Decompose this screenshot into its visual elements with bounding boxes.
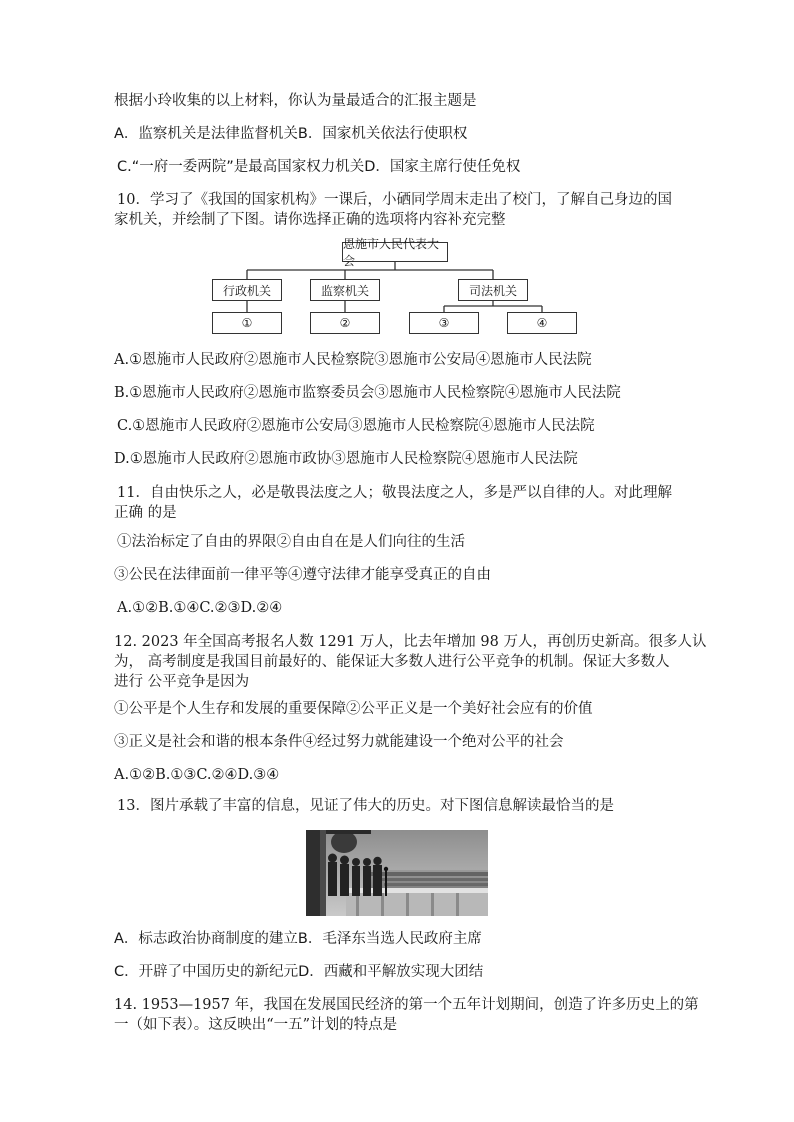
box-supervisory-organ: 监察机关	[310, 279, 380, 301]
q9-options-cd: C.“一府一委两院”是最高国家权力机关D．国家主席行使任免权	[117, 159, 521, 175]
org-chart-diagram	[207, 237, 583, 336]
q12-stem-line3: 进行 公平竞争是因为	[114, 674, 250, 690]
q10-option-d: D.①恩施市人民政府②恩施市政协③恩施市人民检察院④恩施市人民法院	[114, 451, 578, 467]
historical-photo	[306, 830, 488, 916]
blank-1: ①	[212, 312, 282, 334]
q14-stem-line1: 14. 1953—1957 年，我国在发展国民经济的第一个五年计划期间，创造了许多历史上的第	[114, 997, 699, 1013]
q13-stem: 13．图片承载了丰富的信息，见证了伟大的历史。对下图信息解读最恰当的是	[117, 798, 614, 814]
historical-photo-image	[306, 830, 488, 916]
q11-options: A.①②B.①④C.②③D.②④	[117, 600, 283, 616]
q10-stem-line2: 家机关，并绘制了下图。请你选择正确的选项将内容补充完整	[114, 212, 506, 228]
q10-stem-line1: 10．学习了《我国的国家机构》一课后，小硒同学周末走出了校门，了解自己身边的国	[117, 192, 672, 208]
blank-4: ④	[507, 312, 577, 334]
q9-options-ab: A．监察机关是法律监督机关B．国家机关依法行使职权	[114, 126, 468, 142]
q12-stem-line1: 12. 2023 年全国高考报名人数 1291 万人，比去年增加 98 万人，再创历史新高。很多人认	[114, 634, 707, 650]
q14-stem-line2: 一（如下表）。这反映出“一五”计划的特点是	[114, 1017, 398, 1033]
q13-options-cd: C．开辟了中国历史的新纪元D．西藏和平解放实现大团结	[114, 964, 484, 980]
box-peoples-congress: 恩施市人民代表大会	[342, 242, 448, 262]
q13-options-ab: A．标志政治协商制度的建立B．毛泽东当选人民政府主席	[114, 931, 482, 947]
blank-2: ②	[310, 312, 380, 334]
q11-stem-line2: 正确 的是	[114, 505, 177, 521]
q12-stem-line2: 为， 高考制度是我国目前最好的、能保证大多数人进行公平竞争的机制。保证大多数人	[114, 654, 670, 670]
q12-items-line1: ①公平是个人生存和发展的重要保障②公平正义是一个美好社会应有的价值	[114, 701, 593, 717]
box-judicial-organ: 司法机关	[458, 279, 528, 301]
box-executive-organ: 行政机关	[212, 279, 282, 301]
q10-option-b: B.①恩施市人民政府②恩施市监察委员会③恩施市人民检察院④恩施市人民法院	[114, 385, 621, 401]
q11-stem-line1: 11．自由快乐之人，必是敬畏法度之人；敬畏法度之人，多是严以自律的人。对此理解	[117, 485, 672, 501]
q12-options: A.①②B.①③C.②④D.③④	[114, 767, 280, 783]
q11-items-line1: ①法治标定了自由的界限②自由自在是人们向往的生活	[117, 534, 465, 550]
blank-3: ③	[409, 312, 479, 334]
q12-items-line2: ③正义是社会和谐的根本条件④经过努力就能建设一个绝对公平的社会	[114, 734, 564, 750]
q9-stem: 根据小玲收集的以上材料，你认为量最适合的汇报主题是	[114, 93, 477, 109]
q11-items-line2: ③公民在法律面前一律平等④遵守法律才能享受真正的自由	[114, 567, 491, 583]
q10-option-a: A.①恩施市人民政府②恩施市人民检察院③恩施市公安局④恩施市人民法院	[114, 352, 592, 368]
q10-option-c: C.①恩施市人民政府②恩施市公安局③恩施市人民检察院④恩施市人民法院	[117, 418, 595, 434]
